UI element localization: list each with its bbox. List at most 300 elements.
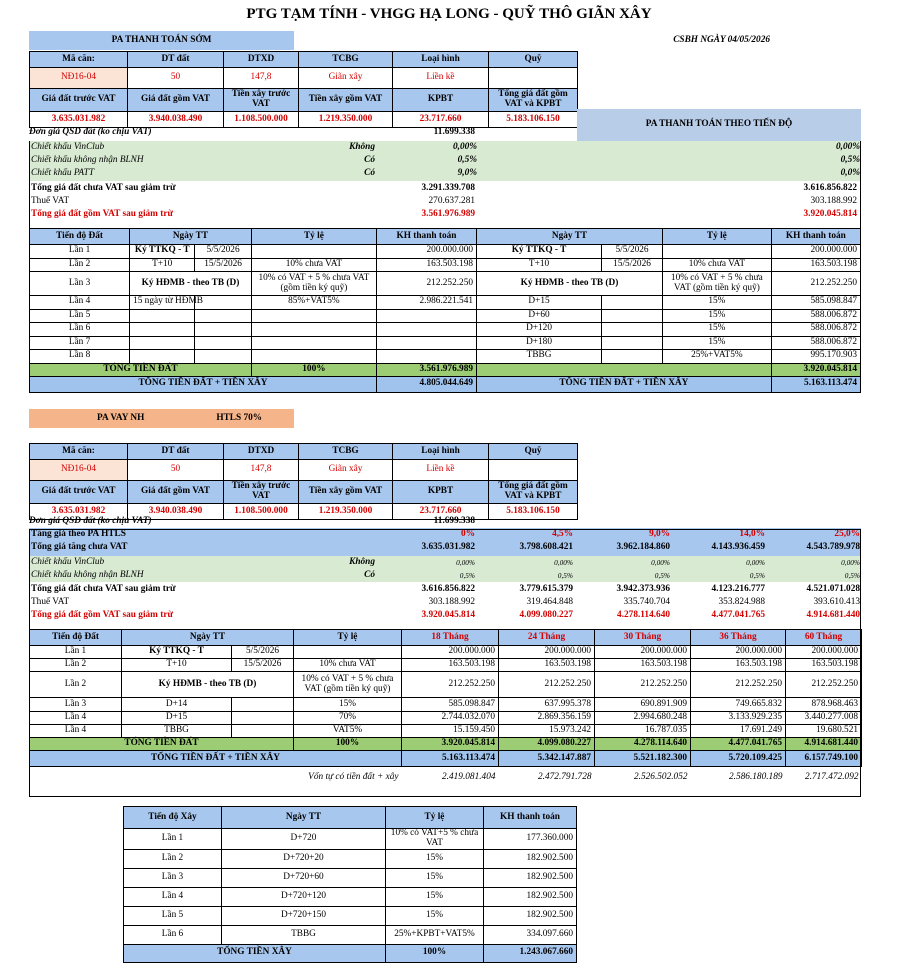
total-land-build-label: TỔNG TIỀN ĐẤT + TIỀN XÂY: [30, 376, 377, 392]
pa-thanh-toan-som-label: PA THANH TOÁN SỚM: [29, 31, 294, 50]
sched-lan: Lần 6: [30, 323, 130, 337]
tong-tang-value: 4.143.936.459: [711, 542, 765, 553]
discount-label: Chiết khấu VinClub: [31, 141, 105, 152]
sched2-lan: Lần 2: [30, 672, 122, 698]
sched-right-amount: 200.000.000: [771, 245, 860, 259]
unit-code: NĐ16-04: [30, 460, 128, 481]
sched2-date: D+14: [122, 698, 232, 711]
sched2-lan: Lần 3: [30, 698, 122, 711]
csbh-date: CSBH NGÀY 04/05/2026: [673, 35, 770, 46]
build-date: D+720+120: [222, 887, 386, 906]
sched2-amount: 200.000.000: [402, 646, 499, 659]
tong_gom_vat-value-2: 4.099.080.227: [519, 609, 573, 620]
thue-value-2: 319.464.848: [526, 596, 573, 607]
tong_gom_vat-value-2: 4.477.041.765: [711, 609, 765, 620]
sched-header-ngay-tt-2: Ngày TT: [477, 229, 663, 245]
discount-flag: Có: [364, 155, 375, 166]
sched-right-rate: 25%+VAT5%: [662, 350, 771, 364]
build-rate: 10% có VAT+5 % chưa VAT: [386, 829, 484, 850]
sched2-amount: 19.680.521: [786, 724, 862, 737]
sched-right-day: [602, 296, 663, 310]
discount-left: 0,00%: [452, 141, 477, 152]
header-gia_dat_gom_vat: Giá đất gồm VAT: [128, 89, 224, 112]
tong-tang-value: 3.635.031.982: [421, 542, 475, 553]
unit-gia_dat_gom_vat: 3.940.038.490: [128, 504, 224, 520]
sched2-amount: 690.891.909: [595, 698, 691, 711]
page-title: PTG TẠM TÍNH - VHGG HẠ LONG - QUỸ THÔ GIÃN XÂY: [246, 6, 652, 23]
sched-left-amount: [376, 336, 476, 350]
sched-right-date: T+10: [477, 258, 602, 272]
total-land-blank: [477, 363, 772, 376]
discount-right: 0,5%: [840, 155, 860, 166]
von-tu-co-value: 2.472.791.728: [538, 771, 592, 782]
sched2-rate: 10% chưa VAT: [294, 659, 402, 672]
build-rate: 15%: [386, 868, 484, 887]
build-header: Tiến độ Xây: [124, 807, 222, 829]
ck_vin-value: 0,00%: [651, 557, 670, 567]
sched-right-rate: [662, 245, 771, 259]
build-amount: 182.902.500: [484, 906, 577, 925]
unit-dt_dat: 50: [128, 460, 224, 481]
sched2-day: 5/5/2026: [232, 646, 294, 659]
tang-gia-label: Tăng giá theo PA HTLS: [31, 528, 126, 539]
sched-left-day: 15/5/2026: [195, 258, 252, 272]
tong_gom_vat-label: Tổng giá đất gồm VAT sau giảm trừ: [31, 208, 174, 219]
ck_blnh-label: Chiết khấu không nhận BLNH: [31, 569, 144, 580]
tang-gia-value: 4,5%: [552, 528, 573, 539]
header-ma_can: Mã căn:: [30, 444, 128, 460]
don-gia-label: Đơn giá QSD đất (ko chịu VAT): [29, 126, 152, 137]
build-total-label: TỔNG TIỀN XÂY: [124, 944, 386, 962]
discount-flag: Không: [349, 141, 375, 152]
ck_blnh-value: 0,5%: [654, 570, 670, 580]
sched2-amount: 3.440.277.008: [786, 711, 862, 724]
build-date: TBBG: [222, 925, 386, 944]
total-land-pct-2: 100%: [294, 737, 402, 750]
unit-gia_dat_truoc_vat: 3.635.031.982: [30, 112, 128, 128]
total-land-label: TỔNG TIỀN ĐẤT: [30, 363, 252, 376]
total-land-build-label-3: TỔNG TIỀN ĐẤT + TIỀN XÂY: [30, 750, 402, 766]
sched-left-date: [130, 336, 195, 350]
tong_chua_vat-value-2: 3.942.373.936: [616, 583, 670, 594]
build-date: D+720+60: [222, 868, 386, 887]
sched-left-amount: [376, 309, 476, 323]
sched2-header-term: 24 Tháng: [499, 630, 595, 646]
build-total-value: 1.243.067.660: [484, 944, 577, 962]
sched-left-date: [130, 323, 195, 337]
header-tien_xay_gom_vat: Tiền xây gồm VAT: [299, 481, 393, 504]
tang-gia-value: 9,0%: [649, 528, 670, 539]
discount-right: 0,0%: [840, 168, 860, 179]
tong-tang-value: 3.962.184.860: [616, 542, 670, 553]
total-land-pct: 100%: [251, 363, 376, 376]
header-gia_dat_gom_vat: Giá đất gồm VAT: [128, 481, 224, 504]
sched2-rate: 70%: [294, 711, 402, 724]
sched2-amount: 200.000.000: [786, 646, 862, 659]
sched2-amount: 212.252.250: [402, 672, 499, 698]
sched2-rate: 15%: [294, 698, 402, 711]
pa-theo-tien-do-label: PA THANH TOÁN THEO TIẾN ĐỘ: [577, 109, 861, 141]
header-dtxd: DTXD: [224, 444, 299, 460]
ck_vin-flag: Không: [349, 556, 375, 567]
ck_vin-value: 0,00%: [456, 557, 475, 567]
unit-dt_dat: 50: [128, 68, 224, 89]
tong_gom_vat-value-2: 4.914.681.440: [806, 609, 860, 620]
sched-left-amount: 163.503.198: [376, 258, 476, 272]
header-kpbt: KPBT: [393, 481, 489, 504]
sched-lan: Lần 4: [30, 296, 130, 310]
sched-left-rate: [251, 309, 376, 323]
sched-right-amount: 588.006.872: [771, 323, 860, 337]
sched-left-amount: [376, 350, 476, 364]
sched-lan: Lần 3: [30, 272, 130, 296]
tong-tang-label: Tổng giá tăng chưa VAT: [31, 542, 128, 553]
tang-gia-value: 14,0%: [739, 528, 765, 539]
tong_chua_vat-right: 3.616.856.822: [803, 182, 857, 193]
sched-header-kh-2: KH thanh toán: [771, 229, 860, 245]
build-lan: Lần 5: [124, 906, 222, 925]
total-land-build-label-2: TỔNG TIỀN ĐẤT + TIỀN XÂY: [477, 376, 772, 392]
total-land-value-2: 4.278.114.640: [595, 737, 691, 750]
header-dt_dat: DT đất: [128, 444, 224, 460]
thue-value-2: 335.740.704: [623, 596, 670, 607]
sched2-amount: 212.252.250: [691, 672, 786, 698]
build-rate: 25%+KPBT+VAT5%: [386, 925, 484, 944]
header-ma_can: Mã căn:: [30, 52, 128, 68]
sched2-date: Ký TTKQ - T: [122, 646, 232, 659]
sched2-lan: Lần 4: [30, 724, 122, 737]
sched2-amount: 200.000.000: [595, 646, 691, 659]
sched-right-amount: 588.006.872: [771, 309, 860, 323]
sched2-amount: 749.665.832: [691, 698, 786, 711]
payment-schedule-table-2: [29, 629, 862, 788]
sched-left-amount: 212.252.250: [376, 272, 476, 296]
sched-left-amount: 2.986.221.541: [376, 296, 476, 310]
htls-label: HTLS 70%: [216, 412, 263, 423]
unit-quy: [489, 460, 578, 481]
sched-right-date: D+120: [477, 323, 602, 337]
unit-kpbt: 23.717.660: [393, 504, 489, 520]
tong_chua_vat-value-2: 3.779.615.379: [519, 583, 573, 594]
sched2-header-term: 30 Tháng: [595, 630, 691, 646]
sched2-amount: 878.968.463: [786, 698, 862, 711]
thue-label: Thuế VAT: [31, 195, 70, 206]
unit-loai_hinh: Liền kề: [393, 68, 489, 89]
ck_blnh-value: 0,5%: [749, 570, 765, 580]
sched-right-amount: 163.503.198: [771, 258, 860, 272]
thue-left: 270.637.281: [428, 195, 475, 206]
build-rate: 15%: [386, 887, 484, 906]
ck_blnh-value: 0,5%: [459, 570, 475, 580]
sched2-amount: 15.159.450: [402, 724, 499, 737]
unit-tcbg: Giãn xây: [299, 460, 393, 481]
don-gia-value: 11.699.338: [433, 126, 475, 137]
unit-tong_gia: 5.183.106.150: [489, 112, 578, 128]
header-quy: Quỹ: [489, 444, 578, 460]
sched-right-amount: 995.170.903: [771, 350, 860, 364]
tong_chua_vat-value-2: 4.123.216.777: [711, 583, 765, 594]
thue-right: 303.188.992: [810, 195, 857, 206]
build-total-pct: 100%: [386, 944, 484, 962]
header-dt_dat: DT đất: [128, 52, 224, 68]
ck_blnh-value: 0,5%: [844, 570, 860, 580]
don-gia-value-2: 11.699.338: [433, 515, 475, 526]
unit-tien_xay_gom_vat: 1.219.350.000: [299, 504, 393, 520]
tong_gom_vat-left: 3.561.976.989: [421, 208, 475, 219]
von-tu-co-value: 2.526.502.052: [634, 771, 688, 782]
sched2-date: D+15: [122, 711, 232, 724]
total-land-value-2: 4.914.681.440: [786, 737, 862, 750]
unit-info-table: [29, 51, 578, 128]
sched-right-date: TBBG: [477, 350, 602, 364]
build-header: Ngày TT: [222, 807, 386, 829]
unit-gia_dat_gom_vat: 3.940.038.490: [128, 112, 224, 128]
thue-value-2: 303.188.992: [428, 596, 475, 607]
total-land-build-value: 5.720.109.425: [691, 750, 786, 766]
sched2-date: Ký HĐMB - theo TB (D): [122, 672, 294, 698]
sched2-day: 15/5/2026: [232, 659, 294, 672]
header-loai_hinh: Loại hình: [393, 444, 489, 460]
sched-right-day: [602, 350, 663, 364]
header-quy: Quỹ: [489, 52, 578, 68]
sched-right-rate: 15%: [662, 323, 771, 337]
sched2-amount: 163.503.198: [499, 659, 595, 672]
sched2-lan: Lần 2: [30, 659, 122, 672]
total-land-label-2: TỔNG TIỀN ĐẤT: [30, 737, 294, 750]
tong_chua_vat-label: Tổng giá đất chưa VAT sau giảm trừ: [31, 182, 176, 193]
sched2-amount: 16.787.035: [595, 724, 691, 737]
sched2-amount: 163.503.198: [402, 659, 499, 672]
build-amount: 334.097.660: [484, 925, 577, 944]
total-land-value-2: 4.099.080.227: [499, 737, 595, 750]
tong_chua_vat-left: 3.291.339.708: [421, 182, 475, 193]
build-rate: 15%: [386, 849, 484, 868]
total-land-build-value: 5.163.113.474: [402, 750, 499, 766]
tong_gom_vat-value-2: 4.278.114.640: [617, 609, 670, 620]
unit-tcbg: Giãn xây: [299, 68, 393, 89]
tong_chua_vat-label-2: Tổng giá đất chưa VAT sau giảm trừ: [31, 583, 176, 594]
sched2-amount: 163.503.198: [691, 659, 786, 672]
pa-vay-nh-banner: [29, 409, 294, 428]
sched-right-amount: 588.006.872: [771, 336, 860, 350]
sched-right-date: D+15: [477, 296, 602, 310]
discount-right: 0,00%: [835, 141, 860, 152]
discount-left: 0,5%: [457, 155, 477, 166]
ck_blnh-flag: Có: [364, 569, 375, 580]
tong-tang-value: 4.543.789.978: [806, 542, 860, 553]
build-date: D+720+150: [222, 906, 386, 925]
sched-left-date: T+10: [130, 258, 195, 272]
sched2-amount: 585.098.847: [402, 698, 499, 711]
build-lan: Lần 2: [124, 849, 222, 868]
sched-left-day: [195, 309, 252, 323]
sched-left-rate: 10% có VAT + 5 % chưa VAT (gồm tiền ký quỹ): [251, 272, 376, 296]
tong_gom_vat-right: 3.920.045.814: [803, 208, 857, 219]
build-lan: Lần 3: [124, 868, 222, 887]
sched-right-date: Ký HĐMB - theo TB (D): [477, 272, 663, 296]
sched-left-rate: [251, 350, 376, 364]
header-tien_xay_gom_vat: Tiền xây gồm VAT: [299, 89, 393, 112]
sched-left-rate: [251, 323, 376, 337]
unit-quy: [489, 68, 578, 89]
total-land-build-right: 5.163.113.474: [771, 376, 860, 392]
header-tcbg: TCBG: [299, 52, 393, 68]
von-tu-co-value: 2.717.472.092: [805, 771, 859, 782]
build-lan: Lần 1: [124, 829, 222, 850]
von-tu-co-value: 2.419.081.404: [442, 771, 496, 782]
sched-right-rate: 10% chưa VAT: [662, 258, 771, 272]
ck_vin-value: 0,00%: [746, 557, 765, 567]
sched-header-kh: KH thanh toán: [376, 229, 476, 245]
sched-right-rate: 15%: [662, 336, 771, 350]
sched-left-date: 15 ngày từ HĐMB: [130, 296, 195, 310]
sched2-rate: 10% có VAT + 5 % chưa VAT (gồm tiền ký quỹ): [294, 672, 402, 698]
sched2-date: TBBG: [122, 724, 232, 737]
total-land-value-2: 3.920.045.814: [402, 737, 499, 750]
sched-lan: Lần 1: [30, 245, 130, 259]
sched2-header-ngay-tt: Ngày TT: [122, 630, 294, 646]
sched2-day: [232, 724, 294, 737]
sched-left-rate: 10% chưa VAT: [251, 258, 376, 272]
sched-right-date: Ký TTKQ - T: [477, 245, 602, 259]
construction-schedule-table: [123, 806, 577, 963]
payment-schedule-table: [29, 228, 861, 393]
sched2-rate: VAT5%: [294, 724, 402, 737]
header-tong_gia_dat_gom_vat_kpbt: Tổng giá đất gồm VAT và KPBT: [489, 481, 578, 504]
unit-tien_xay_gom_vat: 1.219.350.000: [299, 112, 393, 128]
unit-info-table-2: [29, 443, 578, 520]
sched-right-day: 15/5/2026: [602, 258, 663, 272]
sched2-amount: 17.691.249: [691, 724, 786, 737]
sched2-header-ty-le: Tỷ lệ: [294, 630, 402, 646]
total-land-build-value: 5.521.182.300: [595, 750, 691, 766]
build-lan: Lần 4: [124, 887, 222, 906]
thue-value-2: 353.824.988: [718, 596, 765, 607]
sched-left-amount: [376, 323, 476, 337]
build-rate: 15%: [386, 906, 484, 925]
tong_chua_vat-value-2: 4.521.071.028: [806, 583, 860, 594]
total-land-value-2: 4.477.041.765: [691, 737, 786, 750]
sched-right-day: 5/5/2026: [602, 245, 663, 259]
sched-left-day: [195, 350, 252, 364]
sched2-day: [232, 698, 294, 711]
build-amount: 182.902.500: [484, 849, 577, 868]
sched-right-rate: 15%: [662, 309, 771, 323]
header-tien_xay_truoc_vat: Tiền xây trước VAT: [224, 481, 299, 504]
tong-tang-value: 3.798.608.421: [519, 542, 573, 553]
discount-label: Chiết khấu không nhận BLNH: [31, 155, 144, 166]
build-amount: 177.360.000: [484, 829, 577, 850]
sched-left-rate: 85%+VAT5%: [251, 296, 376, 310]
unit-tien_xay_truoc_vat: 1.108.500.000: [224, 504, 299, 520]
sched-left-date: Ký HĐMB - theo TB (D): [130, 272, 252, 296]
tong_gom_vat-label-2: Tổng giá đất gồm VAT sau giảm trừ: [31, 609, 174, 620]
sched2-amount: 212.252.250: [786, 672, 862, 698]
sched-right-day: [602, 323, 663, 337]
sched2-amount: 2.744.032.070: [402, 711, 499, 724]
sched-header-tien-do: Tiến độ Đất: [30, 229, 130, 245]
sched-left-day: [195, 296, 252, 310]
header-dtxd: DTXD: [224, 52, 299, 68]
sched-lan: Lần 2: [30, 258, 130, 272]
header-tien_xay_truoc_vat: Tiền xây trước VAT: [224, 89, 299, 112]
sched2-header-tien-do: Tiến độ Đất: [30, 630, 122, 646]
sched2-header-term: 18 Tháng: [402, 630, 499, 646]
sched-left-day: [195, 336, 252, 350]
sched2-day: [232, 711, 294, 724]
sched-left-rate: [251, 245, 376, 259]
sched-left-date: Ký TTKQ - T: [130, 245, 195, 259]
sched2-amount: 15.973.242: [499, 724, 595, 737]
build-date: D+720: [222, 829, 386, 850]
header-tong_gia_dat_gom_vat_kpbt: Tổng giá đất gồm VAT và KPBT: [489, 89, 578, 112]
unit-tong_gia: 5.183.106.150: [489, 504, 578, 520]
thue-label-2: Thuế VAT: [31, 596, 70, 607]
ck_blnh-value: 0,5%: [557, 570, 573, 580]
tang-gia-value: 0%: [461, 528, 475, 539]
tang-gia-value: 25,0%: [834, 528, 860, 539]
unit-loai_hinh: Liền kề: [393, 460, 489, 481]
sched-lan: Lần 7: [30, 336, 130, 350]
unit-code: NĐ16-04: [30, 68, 128, 89]
sched2-amount: 2.869.356.159: [499, 711, 595, 724]
tong_gom_vat-value-2: 3.920.045.814: [421, 609, 475, 620]
total-land-left: 3.561.976.989: [376, 363, 476, 376]
thue-value-2: 393.610.413: [813, 596, 860, 607]
sched-right-rate: 10% có VAT + 5 % chưa VAT (gồm tiền ký quỹ): [662, 272, 771, 296]
unit-dtxd: 147,8: [224, 460, 299, 481]
von-tu-co-label: Vốn tự có tiền đất + xây: [308, 771, 399, 782]
sched2-header-term: 60 Tháng: [786, 630, 862, 646]
header-gia_dat_truoc_vat: Giá đất trước VAT: [30, 481, 128, 504]
sched-right-amount: 585.098.847: [771, 296, 860, 310]
total-land-build-left: 4.805.044.649: [376, 376, 476, 392]
sched-header-ty-le: Tỷ lệ: [251, 229, 376, 245]
tong_chua_vat-value-2: 3.616.856.822: [421, 583, 475, 594]
discount-label: Chiết khấu PATT: [31, 168, 95, 179]
sched-left-date: [130, 309, 195, 323]
sched-header-ngay-tt: Ngày TT: [130, 229, 252, 245]
header-gia_dat_truoc_vat: Giá đất trước VAT: [30, 89, 128, 112]
von-tu-co-value: 2.586.180.189: [729, 771, 783, 782]
sched2-header-term: 36 Tháng: [691, 630, 786, 646]
build-amount: 182.902.500: [484, 868, 577, 887]
sched2-amount: 200.000.000: [691, 646, 786, 659]
sched-right-amount: 212.252.250: [771, 272, 860, 296]
build-header: Tỷ lệ: [386, 807, 484, 829]
sched-header-ty-le-2: Tỷ lệ: [662, 229, 771, 245]
build-header: KH thanh toán: [484, 807, 577, 829]
build-date: D+720+20: [222, 849, 386, 868]
sched2-lan: Lần 1: [30, 646, 122, 659]
unit-dtxd: 147,8: [224, 68, 299, 89]
sched-left-rate: [251, 336, 376, 350]
unit-tien_xay_truoc_vat: 1.108.500.000: [224, 112, 299, 128]
sched2-lan: Lần 4: [30, 711, 122, 724]
header-tcbg: TCBG: [299, 444, 393, 460]
sched-right-rate: 15%: [662, 296, 771, 310]
header-loai_hinh: Loại hình: [393, 52, 489, 68]
sched2-amount: 212.252.250: [595, 672, 691, 698]
sched-lan: Lần 8: [30, 350, 130, 364]
sched2-amount: 2.994.680.248: [595, 711, 691, 724]
discount-flag: Có: [364, 168, 375, 179]
ck_vin-label: Chiết khấu VinClub: [31, 556, 105, 567]
sched2-amount: 200.000.000: [499, 646, 595, 659]
sched-right-date: D+180: [477, 336, 602, 350]
sched2-date: T+10: [122, 659, 232, 672]
don-gia-label-2: Đơn giá QSD đất (ko chịu VAT): [29, 515, 152, 526]
